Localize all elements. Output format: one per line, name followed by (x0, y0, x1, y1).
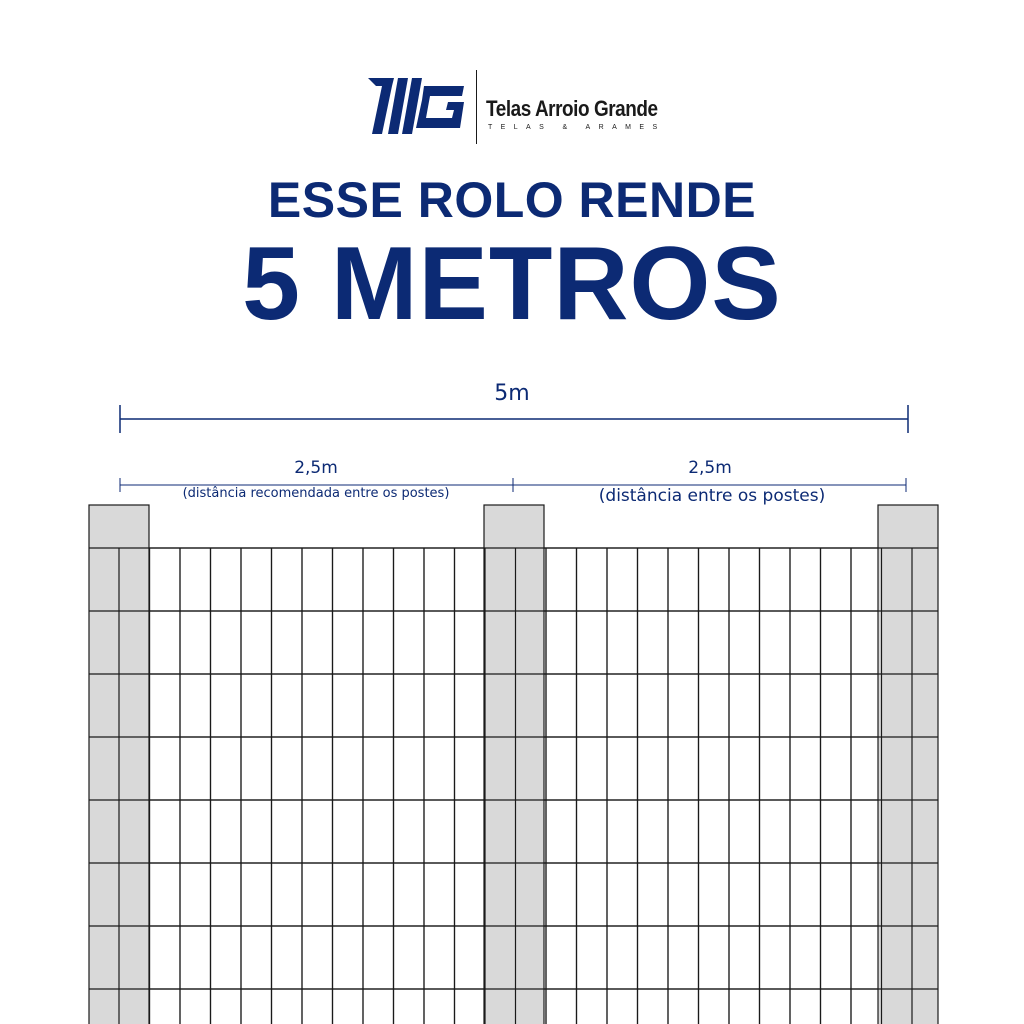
post-right (878, 505, 938, 1024)
page-title: 5 METROS (242, 226, 782, 342)
post-middle (484, 505, 544, 1024)
total-length-label: 5m (494, 381, 530, 406)
fence-posts (89, 505, 938, 1024)
brand-name: Telas Arroio Grande (486, 96, 658, 121)
right-span-label: 2,5m (688, 458, 732, 478)
total-dimension-line (120, 405, 908, 433)
headline: ESSE ROLO RENDE (267, 172, 757, 228)
brand-tagline: TELAS & ARAMES (488, 124, 666, 131)
left-span-label: 2,5m (294, 458, 338, 478)
left-span-note: (distância recomendada entre os postes) (182, 486, 450, 501)
right-span-note: (distância entre os postes) (598, 486, 826, 506)
